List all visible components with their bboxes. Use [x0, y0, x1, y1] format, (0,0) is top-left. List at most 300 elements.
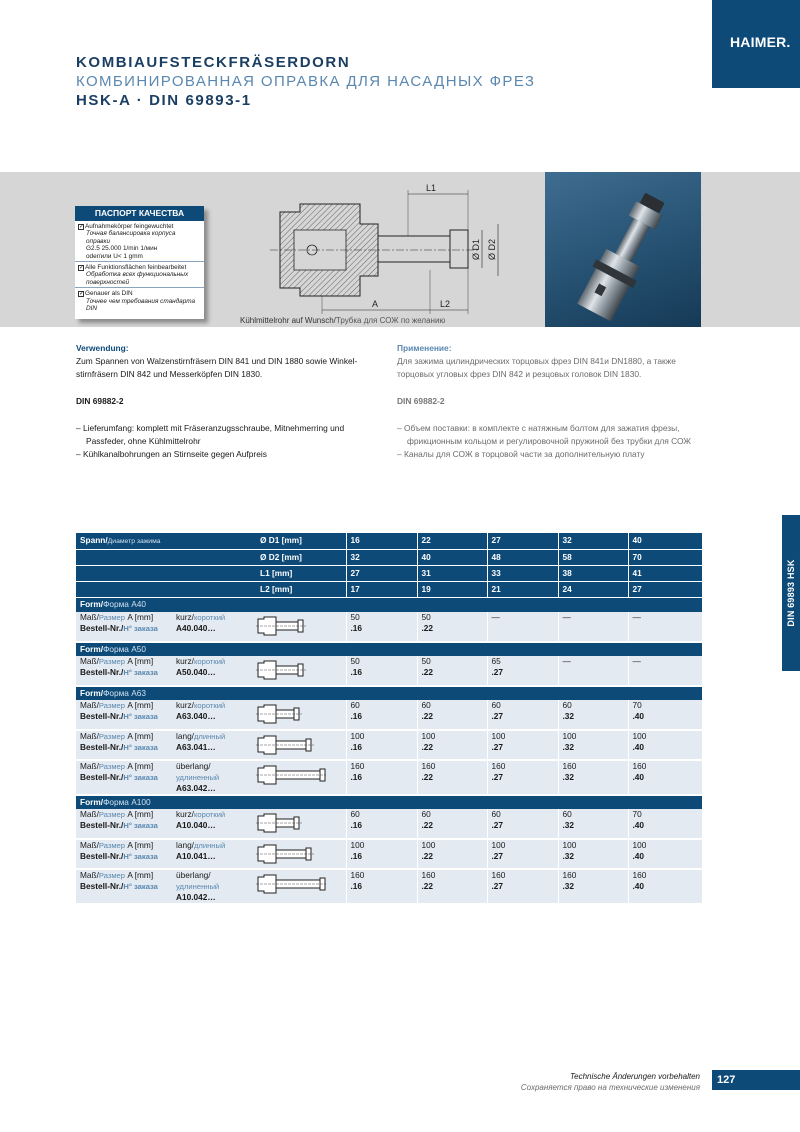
quality-passport — [75, 206, 204, 319]
order-suffix: .27 — [491, 880, 504, 891]
size-order-cell — [417, 612, 487, 642]
size-label-ru: Размер — [98, 761, 126, 771]
order-suffix: .22 — [421, 771, 434, 782]
order-suffix: .16 — [350, 850, 363, 861]
dim-l1-label: L1 — [426, 183, 437, 193]
order-suffix: .16 — [350, 880, 363, 891]
row-labels — [76, 869, 172, 904]
footer-notice — [521, 1071, 700, 1093]
order-label-ru: Н° заказа — [123, 772, 158, 782]
size-label-de: Maß/ — [80, 611, 99, 622]
footer-notice-ru: Сохраняется право на технические изменения — [520, 1083, 700, 1092]
holder-icon — [256, 839, 346, 869]
form-name-ru: Форма A50 — [103, 643, 146, 654]
form-heading-row — [76, 795, 702, 809]
dimension-label: Ø D2 [mm] — [256, 550, 346, 566]
order-code: A63.042… — [176, 782, 216, 793]
table-row — [76, 869, 702, 904]
row-labels — [76, 700, 172, 730]
size-value: 100 — [421, 730, 436, 741]
size-value: 100 — [632, 839, 647, 850]
size-value: 160 — [632, 869, 647, 880]
size-order-cell — [487, 700, 558, 730]
size-order-cell — [346, 839, 417, 869]
order-label-ru: Н° заказа — [123, 711, 158, 721]
page-number: 127 — [712, 1070, 800, 1090]
row-labels — [76, 612, 172, 642]
header-label-cell — [76, 550, 256, 566]
size-value: 60 — [421, 699, 431, 710]
row-type — [172, 869, 256, 904]
size-order-cell — [628, 760, 702, 795]
size-value: 50 — [350, 611, 360, 622]
usage-norm-de: DIN 69882-2 — [76, 396, 124, 406]
row-labels — [76, 730, 172, 760]
size-order-cell — [487, 612, 558, 642]
size-value: 160 — [491, 760, 506, 771]
size-label-de: Maß/ — [80, 839, 99, 850]
checkbox-checked-icon: ✓ — [79, 291, 85, 298]
size-value: 100 — [350, 839, 365, 850]
size-order-cell — [346, 760, 417, 795]
size-label-unit: A [mm] — [125, 730, 154, 741]
form-heading-row — [76, 686, 702, 700]
size-value: 160 — [632, 760, 647, 771]
size-value: 60 — [562, 808, 572, 819]
size-label-unit: A [mm] — [125, 808, 154, 819]
order-label-de: Bestell-Nr./ — [80, 819, 124, 830]
size-label-unit: A [mm] — [125, 839, 154, 850]
size-value: 60 — [491, 808, 501, 819]
size-order-cell — [487, 809, 558, 839]
size-label-ru: Размер — [98, 612, 126, 622]
size-order-cell — [558, 839, 628, 869]
type-ru: удлиненный — [176, 772, 220, 782]
table-header-row — [76, 566, 702, 582]
type-de: kurz/ — [176, 699, 194, 710]
order-suffix: .27 — [491, 741, 504, 752]
order-code: A10.040… — [176, 819, 216, 830]
dimension-value: 27 — [628, 582, 702, 598]
dimension-value: 58 — [558, 550, 628, 566]
row-type — [172, 809, 256, 839]
quality-item-ru: Точнее чем требования стандарта DIN — [86, 297, 196, 313]
order-suffix: .16 — [350, 819, 363, 830]
table-row — [76, 809, 702, 839]
form-heading — [76, 598, 702, 612]
size-label-unit: A [mm] — [125, 611, 154, 622]
order-suffix: .32 — [562, 741, 575, 752]
order-label-ru: Н° заказа — [123, 667, 158, 677]
side-tab — [782, 515, 800, 671]
table-row — [76, 700, 702, 730]
form-name-ru: Форма A40 — [103, 599, 146, 609]
size-value: 100 — [491, 730, 506, 741]
footer-notice-de: Technische Änderungen vorbehalten — [569, 1072, 700, 1081]
size-value: 100 — [562, 839, 577, 850]
row-type — [172, 612, 256, 642]
order-suffix: .16 — [350, 622, 363, 633]
order-code: A10.041… — [176, 850, 216, 861]
size-order-cell — [417, 730, 487, 760]
size-order-cell — [628, 612, 702, 642]
order-label-de: Bestell-Nr./ — [80, 622, 124, 633]
usage-norm-ru: DIN 69882-2 — [397, 396, 445, 406]
size-label-de: Maß/ — [80, 699, 99, 710]
dim-d1-label: Ø D1 — [471, 238, 481, 260]
product-photo — [545, 172, 701, 327]
holder-outline-icon — [256, 843, 326, 865]
usage-text-de: Zum Spannen von Walzenstirnfräsern DIN 841 und DIN 1880 sowie Winkelstirnfräsern DIN 842 und Messerköpfen DIN 1830. — [76, 356, 358, 379]
size-value: 60 — [350, 699, 360, 710]
size-label-ru: Размер — [98, 731, 126, 741]
size-order-cell — [487, 839, 558, 869]
type-de: lang/ — [176, 730, 194, 741]
order-code: A50.040… — [176, 666, 216, 677]
row-type — [172, 730, 256, 760]
form-name-ru: Форма A100 — [103, 796, 151, 807]
table-row — [76, 760, 702, 795]
side-tab-label: DIN 69893 HSK — [786, 559, 796, 627]
usage-bullet-de: – Lieferumfang: komplett mit Fräseranzugsschraube, Mitnehmerring und Passfeder, ohne Kühlmittelrohr — [76, 423, 345, 446]
dimension-value: 40 — [417, 550, 487, 566]
holder-outline-icon — [256, 615, 326, 637]
size-label-unit: A [mm] — [125, 655, 154, 666]
order-suffix: .22 — [421, 741, 434, 752]
form-name-de: Form/ — [80, 687, 104, 698]
form-heading — [76, 642, 702, 656]
header-label-ru: Диаметр зажима — [107, 538, 161, 545]
checkbox-checked-icon: ✓ — [79, 224, 85, 230]
quality-item — [75, 262, 204, 288]
type-de: überlang/ — [176, 760, 211, 771]
size-order-cell — [628, 700, 702, 730]
order-suffix: .16 — [350, 771, 363, 782]
spec-table — [76, 533, 702, 905]
order-suffix: .16 — [350, 666, 363, 677]
table-row — [76, 656, 702, 686]
size-value: 160 — [562, 869, 577, 880]
quality-item — [75, 221, 204, 262]
size-value: 160 — [350, 760, 365, 771]
dimension-value: 27 — [487, 533, 558, 550]
size-value: 100 — [421, 839, 436, 850]
quality-item-ru: Обработка всех функциональных поверхностей — [86, 271, 189, 286]
row-type — [172, 839, 256, 869]
size-label-unit: A [mm] — [125, 869, 154, 880]
size-value: — — [562, 655, 571, 666]
size-label-ru: Размер — [98, 840, 126, 850]
holder-icon — [256, 700, 346, 730]
order-label-ru: Н° заказа — [123, 623, 158, 633]
form-heading — [76, 686, 702, 700]
size-value: 50 — [350, 655, 360, 666]
quality-item-de: Alle Funktionsflächen feinbearbeitet — [85, 264, 187, 272]
order-suffix: .32 — [562, 819, 575, 830]
form-heading — [76, 795, 702, 809]
order-suffix: .40 — [632, 819, 645, 830]
dimension-label: L1 [mm] — [256, 566, 346, 582]
size-value: 160 — [350, 869, 365, 880]
order-suffix: .27 — [491, 850, 504, 861]
size-label-unit: A [mm] — [125, 699, 154, 710]
size-order-cell — [417, 869, 487, 904]
size-order-cell — [487, 730, 558, 760]
order-label-de: Bestell-Nr./ — [80, 741, 124, 752]
size-order-cell — [417, 809, 487, 839]
size-value: 70 — [632, 699, 642, 710]
drawing-caption — [240, 316, 445, 325]
drawing-caption-de: Kühlmittelrohr auf Wunsch/ — [240, 316, 336, 325]
size-order-cell — [346, 612, 417, 642]
holder-icon — [256, 809, 346, 839]
holder-outline-icon — [256, 873, 326, 895]
size-order-cell — [417, 760, 487, 795]
dimension-value: 19 — [417, 582, 487, 598]
checkbox-checked-icon: ✓ — [79, 265, 85, 272]
size-value: 160 — [421, 760, 436, 771]
order-label-de: Bestell-Nr./ — [80, 666, 124, 677]
table-header-row — [76, 550, 702, 566]
dimension-value: 33 — [487, 566, 558, 582]
order-suffix: .40 — [632, 710, 645, 721]
order-label-de: Bestell-Nr./ — [80, 880, 124, 891]
form-name-ru: Форма A63 — [103, 687, 146, 698]
holder-icon — [256, 869, 346, 904]
quality-item-unbalance: oder/или U< 1 gmm — [86, 252, 143, 260]
type-ru: короткий — [193, 656, 226, 666]
size-label-de: Maß/ — [80, 869, 99, 880]
quality-item-de: Aufnahmekörper feingewuchtet — [85, 223, 174, 230]
size-value: 50 — [421, 611, 431, 622]
dimension-value: 27 — [346, 566, 417, 582]
dim-l2-label: L2 — [440, 299, 451, 309]
order-suffix: .22 — [421, 850, 434, 861]
size-value: 100 — [350, 730, 365, 741]
size-value: — — [491, 611, 500, 622]
size-value: 160 — [491, 869, 506, 880]
order-label-ru: Н° заказа — [123, 881, 158, 891]
table-row — [76, 839, 702, 869]
quality-item — [75, 288, 204, 313]
order-suffix: .40 — [632, 771, 645, 782]
size-value: 100 — [632, 730, 647, 741]
dimension-value: 21 — [487, 582, 558, 598]
size-value: 100 — [562, 730, 577, 741]
size-value: 65 — [491, 655, 501, 666]
header-label-de: Spann/ — [80, 535, 108, 545]
form-heading-row — [76, 642, 702, 656]
size-order-cell — [558, 700, 628, 730]
title-russian: КОМБИНИРОВАННАЯ ОПРАВКА ДЛЯ НАСАДНЫХ ФРЕЗ — [76, 73, 536, 90]
header-label-cell — [76, 533, 256, 550]
size-order-cell — [558, 730, 628, 760]
order-suffix: .27 — [491, 710, 504, 721]
usage-bullet-ru: – Объем поставки: в комплекте с натяжным болтом для зажатия фрезы, фрикционным кольцом и регулировочной пружиной без трубки для СОЖ — [397, 423, 692, 446]
size-order-cell — [628, 809, 702, 839]
dim-a-label: A — [372, 299, 379, 309]
usage-bullet-ru: – Каналы для СОЖ в торцовой части за дополнительную плату — [397, 449, 645, 459]
size-order-cell — [417, 656, 487, 686]
holder-outline-icon — [256, 812, 326, 834]
table-header-row — [76, 533, 702, 550]
row-labels — [76, 809, 172, 839]
size-value: 100 — [491, 839, 506, 850]
order-suffix: .27 — [491, 771, 504, 782]
table-row — [76, 730, 702, 760]
row-type — [172, 760, 256, 795]
order-suffix: .40 — [632, 880, 645, 891]
form-name-de: Form/ — [80, 643, 104, 654]
row-labels — [76, 839, 172, 869]
dimension-value: 41 — [628, 566, 702, 582]
size-value: 60 — [562, 699, 572, 710]
header-label-cell — [76, 566, 256, 582]
order-suffix: .32 — [562, 880, 575, 891]
size-label-unit: A [mm] — [125, 760, 154, 771]
dimension-value: 32 — [346, 550, 417, 566]
size-order-cell — [628, 869, 702, 904]
order-suffix: .32 — [562, 850, 575, 861]
order-label-de: Bestell-Nr./ — [80, 771, 124, 782]
order-code: A63.041… — [176, 741, 216, 752]
order-suffix: .27 — [491, 666, 504, 677]
drawing-band-right — [701, 172, 800, 327]
order-suffix: .16 — [350, 710, 363, 721]
size-label-ru: Размер — [98, 700, 126, 710]
size-order-cell — [628, 839, 702, 869]
holder-outline-icon — [256, 764, 326, 786]
size-label-ru: Размер — [98, 656, 126, 666]
size-value: 160 — [562, 760, 577, 771]
order-code: A40.040… — [176, 622, 216, 633]
type-ru: удлиненный — [176, 881, 220, 891]
size-order-cell — [346, 809, 417, 839]
holder-outline-icon — [256, 734, 326, 756]
order-suffix: .22 — [421, 880, 434, 891]
drawing-caption-ru: Трубка для СОЖ по желанию — [335, 316, 446, 325]
type-ru: длинный — [194, 731, 226, 741]
size-order-cell — [558, 809, 628, 839]
type-de: überlang/ — [176, 869, 211, 880]
usage-bullet-de: – Kühlkanalbohrungen an Stirnseite gegen Aufpreis — [76, 449, 267, 459]
order-suffix: .40 — [632, 850, 645, 861]
order-label-de: Bestell-Nr./ — [80, 850, 124, 861]
dimension-label: L2 [mm] — [256, 582, 346, 598]
size-order-cell — [628, 656, 702, 686]
quality-passport-heading: ПАСПОРТ КАЧЕСТВА — [75, 206, 204, 221]
usage-heading-de: Verwendung: — [76, 343, 129, 353]
holder-icon — [256, 760, 346, 795]
tool-holder-image — [545, 172, 701, 327]
size-order-cell — [487, 656, 558, 686]
table-row — [76, 612, 702, 642]
order-code: A63.040… — [176, 710, 216, 721]
brand-tab — [712, 0, 800, 88]
row-labels — [76, 760, 172, 795]
type-de: kurz/ — [176, 611, 194, 622]
size-order-cell — [346, 700, 417, 730]
size-value: 60 — [350, 808, 360, 819]
size-order-cell — [487, 869, 558, 904]
dimension-value: 70 — [628, 550, 702, 566]
form-heading-row — [76, 598, 702, 612]
size-value: 70 — [632, 808, 642, 819]
row-type — [172, 656, 256, 686]
form-name-de: Form/ — [80, 599, 104, 609]
type-ru: короткий — [193, 809, 226, 819]
order-label-ru: Н° заказа — [123, 851, 158, 861]
size-order-cell — [558, 612, 628, 642]
title-standard: HSK-A · DIN 69893-1 — [76, 92, 252, 109]
size-label-de: Maß/ — [80, 730, 99, 741]
dimension-value: 38 — [558, 566, 628, 582]
row-labels — [76, 656, 172, 686]
size-value: — — [632, 611, 641, 622]
size-order-cell — [558, 760, 628, 795]
size-order-cell — [487, 760, 558, 795]
order-suffix: .40 — [632, 741, 645, 752]
order-suffix: .22 — [421, 622, 434, 633]
size-label-de: Maß/ — [80, 760, 99, 771]
quality-item-de: Genauer als DIN — [85, 290, 133, 298]
size-label-ru: Размер — [98, 870, 126, 880]
usage-section-de — [76, 342, 376, 461]
quality-item-balance: G2.5 25.000 1/min 1/мин — [86, 245, 158, 253]
type-de: lang/ — [176, 839, 194, 850]
order-suffix: .22 — [421, 666, 434, 677]
dimension-value: 24 — [558, 582, 628, 598]
order-suffix: .22 — [421, 819, 434, 830]
quality-item-ru: Точная балансировка корпуса оправки — [86, 230, 176, 245]
holder-icon — [256, 656, 346, 686]
usage-heading-ru: Применение: — [397, 343, 452, 353]
size-order-cell — [346, 730, 417, 760]
holder-icon — [256, 730, 346, 760]
size-value: 160 — [421, 869, 436, 880]
order-suffix: .16 — [350, 741, 363, 752]
row-type — [172, 700, 256, 730]
dimension-value: 31 — [417, 566, 487, 582]
title-block — [76, 53, 535, 110]
size-order-cell — [417, 839, 487, 869]
dimension-value: 48 — [487, 550, 558, 566]
size-value: — — [632, 655, 641, 666]
order-suffix: .32 — [562, 710, 575, 721]
title-german: KOMBIAUFSTECKFRÄSERDORN — [76, 54, 351, 71]
holder-icon — [256, 612, 346, 642]
order-label-de: Bestell-Nr./ — [80, 710, 124, 721]
dimension-value: 32 — [558, 533, 628, 550]
type-ru: короткий — [193, 700, 226, 710]
size-value: 50 — [421, 655, 431, 666]
type-de: kurz/ — [176, 655, 194, 666]
order-label-ru: Н° заказа — [123, 820, 158, 830]
dimension-value: 17 — [346, 582, 417, 598]
size-order-cell — [558, 656, 628, 686]
usage-section-ru — [397, 342, 707, 461]
dimension-value: 16 — [346, 533, 417, 550]
size-value: — — [562, 611, 571, 622]
usage-text-ru: Для зажима цилиндрических торцовых фрез DIN 841и DN1880, а также торцовых угловых фрез DIN 842 и резцовых головок DIN 1830. — [397, 356, 676, 379]
form-name-de: Form/ — [80, 796, 104, 807]
technical-drawing — [260, 180, 510, 320]
type-de: kurz/ — [176, 808, 194, 819]
size-order-cell — [346, 656, 417, 686]
order-suffix: .27 — [491, 819, 504, 830]
size-order-cell — [628, 730, 702, 760]
dimension-label: Ø D1 [mm] — [256, 533, 346, 550]
